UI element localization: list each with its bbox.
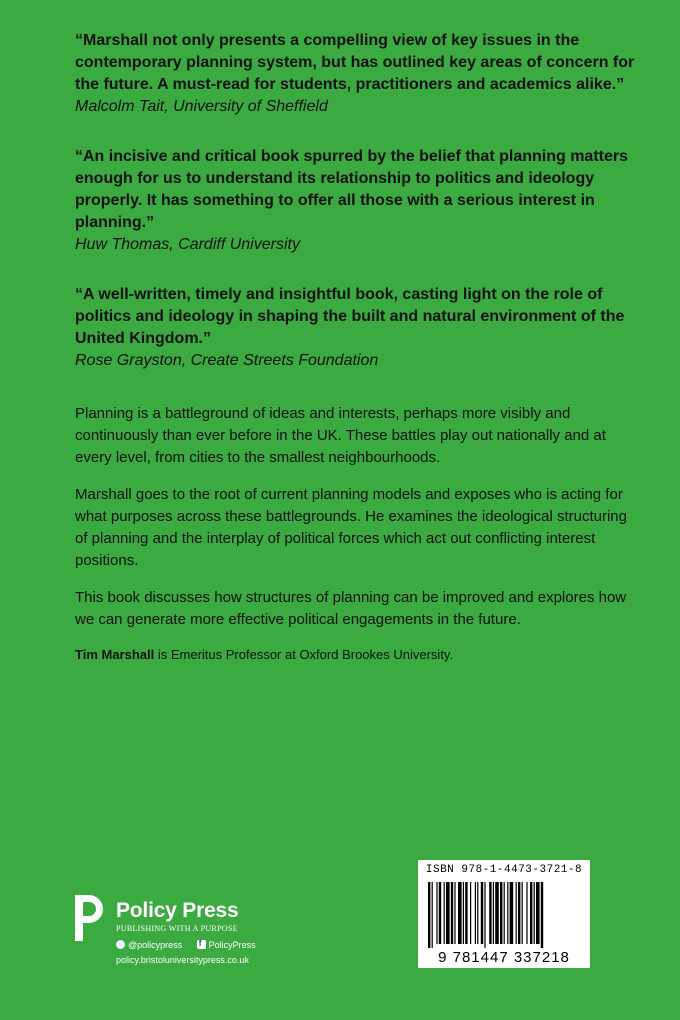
- facebook-handle: PolicyPress: [208, 939, 256, 950]
- author-name: Tim Marshall: [75, 647, 155, 662]
- book-description: [75, 403, 635, 679]
- twitter-icon: [116, 940, 125, 949]
- author-bio-text: is Emeritus Professor at Oxford Brookes University.: [154, 647, 454, 662]
- description-paragraph: Marshall goes to the root of current planning models and exposes who is acting for what purposes across these battlegrounds. He examines the ideological structuring of planning and the interplay of political forces which act out conflicting interest positions.: [75, 486, 627, 569]
- publisher-url: policy.bristoluniversitypress.co.uk: [116, 955, 249, 965]
- publisher-name: Policy Press: [116, 899, 239, 922]
- description-paragraph: Planning is a battleground of ideas and interests, perhaps more visibly and continuously than ever before in the UK. These battles play out nationally and at every level, from cities to the smallest neighbourhoods.: [75, 405, 606, 466]
- quote-text: “Marshall not only presents a compelling view of key issues in the contemporary planning system, but has outlined key areas of concern for the future. A must-read for students, practitioners and academics alike.”: [75, 32, 635, 93]
- facebook-icon: [197, 940, 206, 949]
- description-paragraph: This book discusses how structures of planning can be improved and explores how we can generate more effective political engagements in the future.: [75, 589, 627, 628]
- quote-text: “An incisive and critical book spurred by the belief that planning matters enough for us to understand its relationship to politics and ideology properly. It has something to offer all those with a serious interest in planning.”: [75, 148, 628, 231]
- policy-press-logo-icon: [72, 893, 106, 943]
- isbn-barcode: [418, 860, 590, 968]
- quote-attribution: Huw Thomas, Cardiff University: [75, 236, 300, 253]
- barcode-icon: [428, 882, 580, 948]
- publisher-social: [116, 939, 256, 950]
- isbn-digits: 9 781447 337218: [438, 949, 570, 966]
- publisher-tagline: PUBLISHING WITH A PURPOSE: [116, 924, 238, 933]
- endorsement-quote: [75, 30, 635, 118]
- quote-text: “A well-written, timely and insightful book, casting light on the role of politics and ideology in shaping the built and natural environment of the United Kingdom.”: [75, 286, 625, 347]
- quote-attribution: Rose Grayston, Create Streets Foundation: [75, 352, 379, 369]
- endorsement-quote: [75, 146, 635, 256]
- publisher-block: [72, 893, 292, 973]
- author-bio: [75, 646, 635, 664]
- endorsement-quote: [75, 284, 635, 372]
- quote-attribution: Malcolm Tait, University of Sheffield: [75, 98, 328, 115]
- endorsements: [75, 30, 635, 400]
- twitter-handle: @policypress: [128, 939, 183, 950]
- isbn-label: ISBN 978-1-4473-3721-8: [425, 864, 583, 876]
